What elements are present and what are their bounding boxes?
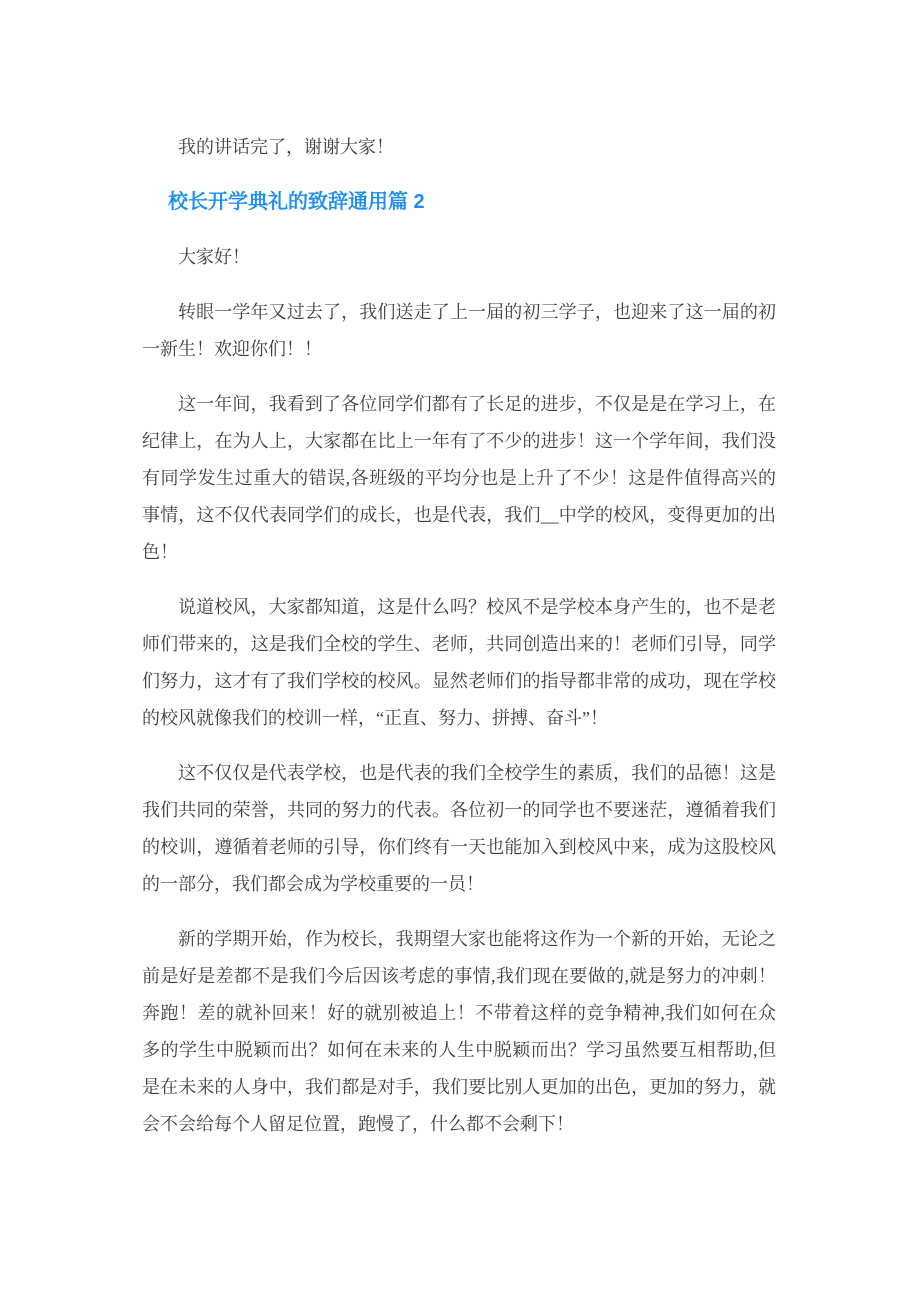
paragraph: 这不仅仅是代表学校，也是代表的我们全校学生的素质，我们的品德！这是我们共同的荣誉，共同的努力的代表。各位初一的同学也不要迷茫，遵循着我们的校训，遵循着老师的引导，你们终有一天也能加入到校风中来，成为这股校风的一部分，我们都会成为学校重要的一员！ xyxy=(142,763,776,894)
paragraph: 说道校风，大家都知道，这是什么吗？校风不是学校本身产生的，也不是老师们带来的，这是我们全校的学生、老师，共同创造出来的！老师们引导，同学们努力，这才有了我们学校的校风。显然老师们的指导都非常的成功，现在学校的校风就像我们的校训一样，“正直、努力、拼搏、奋斗”！ xyxy=(142,597,776,728)
section-heading: 校长开学典礼的致辞通用篇 2 xyxy=(168,191,425,213)
paragraph: 这一年间，我看到了各位同学们都有了长足的进步，不仅是是在学习上，在纪律上，在为人上，大家都在比上一年有了不少的进步！这一个学年间，我们没有同学发生过重大的错误,各班级的平均分也是上升了不少！这是件值得高兴的事情，这不仅代表同学们的成长，也是代表，我们__中学的校风，变得更加的出色！ xyxy=(142,394,776,562)
paragraph: 大家好！ xyxy=(178,247,250,267)
paragraph: 我的讲话完了，谢谢大家！ xyxy=(178,137,394,157)
paragraph: 新的学期开始，作为校长，我期望大家也能将这作为一个新的开始，无论之前是好是差都不是我们今后因该考虑的事情,我们现在要做的,就是努力的冲刺！奔跑！差的就补回来！好的就别被追上！不带着这样的竞争精神,我们如何在众多的学生中脱颖而出？如何在未来的人生中脱颖而出？学习虽然要互相帮助,但是在未来的人身中，我们都是对手，我们要比别人更加的出色，更加的努力，就会不会给每个人留足位置，跑慢了，什么都不会剩下！ xyxy=(142,929,776,1134)
paragraph: 转眼一学年又过去了，我们送走了上一届的初三学子，也迎来了这一届的初一新生！欢迎你们！！ xyxy=(142,302,776,359)
